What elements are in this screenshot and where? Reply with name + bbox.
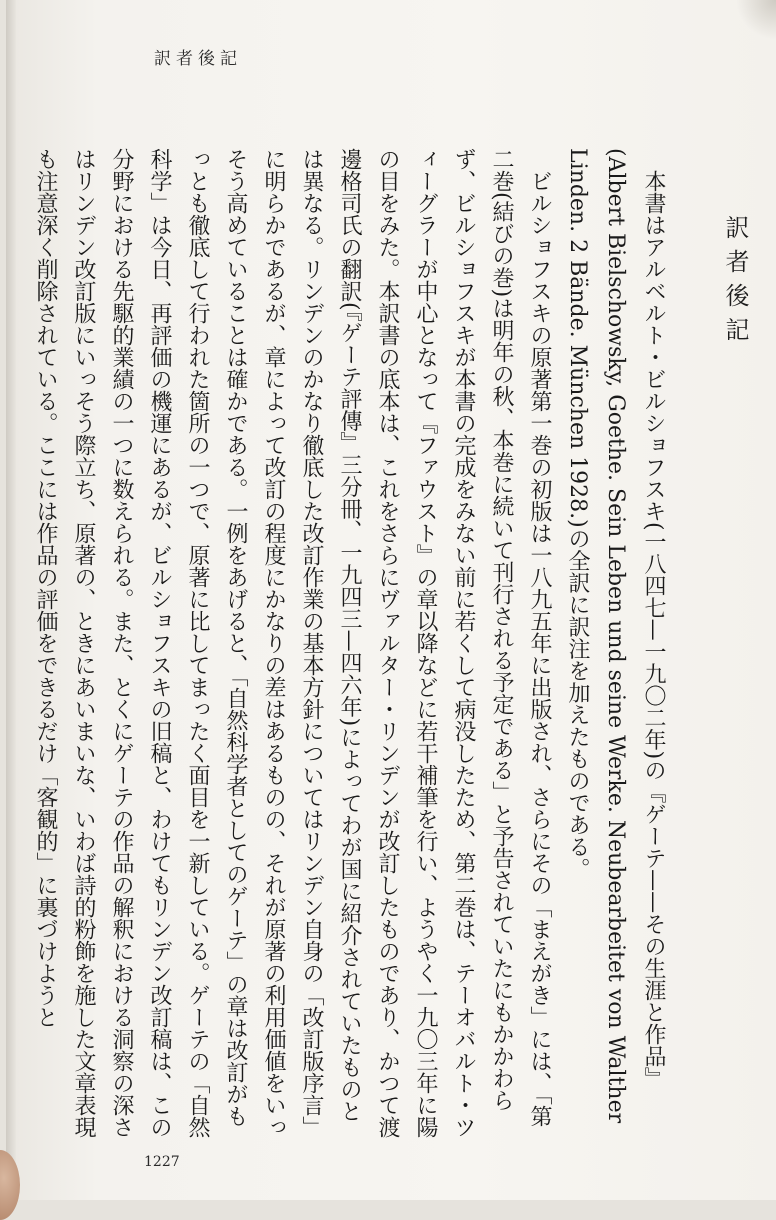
paragraph-1: 本書はアルベルト・ビルショフスキ(一八四七—一九〇二年)の『ゲーテ——その生涯と作品』(Albert Bielschowsky, Goethe. Sein Leben und seine Werke. Neubearbeitet von Walther Linden. 2 Bände. München 1928.)の全訳に訳注を加えたものである。 [565,148,666,1124]
book-page [6,0,776,1200]
page-edge [6,0,16,1200]
running-head: 訳者後記 [154,49,242,69]
page-number: 1227 [144,1154,180,1170]
page-corner [736,0,776,40]
chapter-title: 訳者後記 [721,215,749,351]
paragraph-2: ビルショフスキの原著第一巻の初版は一八九五年に出版され、さらにその「まえがき」には、「第二巻(結びの巻)は明年の秋、本巻に続いて刊行される予定である」と予告されていたにもかかわらず、ビルショフスキが本書の完成をみない前に若くして病没したため、第二巻は、テーオバルト・ツィーグラーが中心となって『ファウスト』の章以降などに若干補筆を行い、ようやく一九〇三年に陽の目をみた。本訳書の底本は、これをさらにヴァルター・リンデンが改訂したものであり、かつて渡邊格司氏の翻訳(『ゲーテ評傳』三分冊、一九四三—四六年)によってわが国に紹介されていたものとは異なる。リンデンのかなり徹底した改訂作業の基本方針についてはリンデン自身の「改訂版序言」に明らかであるが、章によって改訂の程度にかなりの差はあるものの、それが原著の利用価値をいっそう高めていることは確かである。一例をあげると、「自然科学者としてのゲーテ」の章は改訂がもっとも徹底して行われた箇所の一つで、原著に比してまったく面目を一新している。ゲーテの「自然科学」は今日、再評価の機運にあるが、ビルショフスキの旧稿と、わけてもリンデン改訂稿は、この分野における先駆的業績の一つに数えられる。また、とくにゲーテの作品の解釈における洞察の深さはリンデン改訂版にいっそう際立ち、原著の、ときにあいまいな、いわば詩的粉飾を施した文章表現も注意深く削除されている。ここには作品の評価をできるだけ「客観的」に裏づけようと [33,148,552,1138]
body-text [33,148,672,1138]
